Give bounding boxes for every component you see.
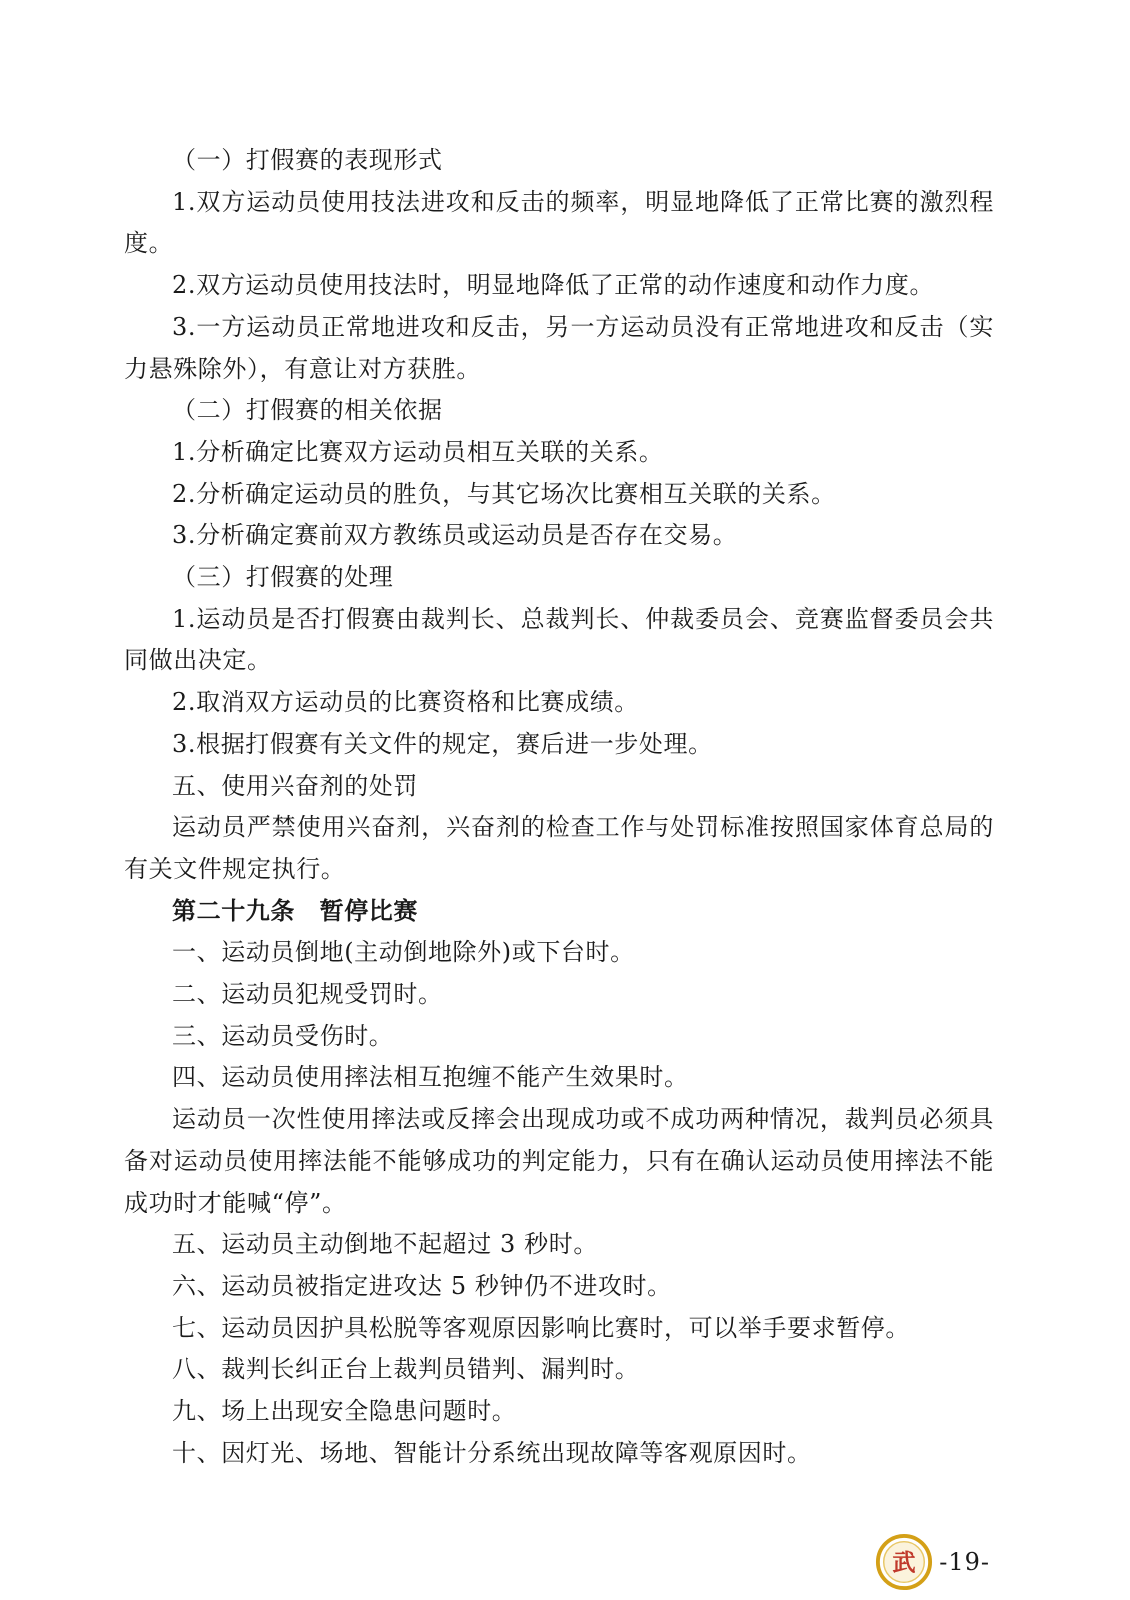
- paragraph: 五、运动员主动倒地不起超过 3 秒时。: [172, 1230, 598, 1259]
- paragraph: （二）打假赛的相关依据: [172, 396, 443, 425]
- paragraph: 三、运动员受伤时。: [172, 1021, 394, 1050]
- paragraph: 一、运动员倒地(主动倒地除外)或下台时。: [172, 938, 635, 967]
- paragraph: 运动员一次性使用摔法或反摔会出现成功或不成功两种情况，裁判员必须具备对运动员使用摔法能不能够成功的判定能力，只有在确认运动员使用摔法不能成功时才能喊“停”。: [124, 1105, 994, 1217]
- paragraph: 四、运动员使用摔法相互抱缠不能产生效果时。: [172, 1063, 689, 1092]
- document-body: [124, 140, 994, 1475]
- paragraph: （三）打假赛的处理: [172, 563, 394, 592]
- paragraph: 1.分析确定比赛双方运动员相互关联的关系。: [172, 437, 664, 466]
- paragraph: 2.双方运动员使用技法时，明显地降低了正常的动作速度和动作力度。: [172, 271, 935, 300]
- article-heading: 第二十九条 暂停比赛: [172, 896, 418, 925]
- paragraph: 七、运动员因护具松脱等客观原因影响比赛时，可以举手要求暂停。: [172, 1313, 910, 1342]
- paragraph: 1.双方运动员使用技法进攻和反击的频率，明显地降低了正常比赛的激烈程度。: [124, 187, 994, 258]
- paragraph: 九、场上出现安全隐患问题时。: [172, 1397, 517, 1426]
- page-footer: [875, 1534, 990, 1590]
- logo-glyph: 武: [892, 1549, 916, 1577]
- paragraph: 五、使用兴奋剂的处罚: [172, 771, 418, 800]
- paragraph: 运动员严禁使用兴奋剂，兴奋剂的检查工作与处罚标准按照国家体育总局的有关文件规定执行。: [124, 813, 994, 883]
- paragraph: 3.一方运动员正常地进攻和反击，另一方运动员没有正常地进攻和反击（实力悬殊除外），有意让对方获胜。: [124, 312, 994, 383]
- paragraph: 八、裁判长纠正台上裁判员错判、漏判时。: [172, 1355, 640, 1384]
- paragraph: 六、运动员被指定进攻达 5 秒钟仍不进攻时。: [172, 1271, 672, 1300]
- paragraph: （一）打假赛的表现形式: [172, 146, 443, 174]
- paragraph: 二、运动员犯规受罚时。: [172, 980, 443, 1009]
- wushu-emblem-icon: [875, 1533, 933, 1591]
- paragraph: 十、因灯光、场地、智能计分系统出现故障等客观原因时。: [172, 1438, 812, 1467]
- page-number: -19-: [939, 1548, 990, 1576]
- paragraph: 3.根据打假赛有关文件的规定，赛后进一步处理。: [172, 729, 713, 758]
- paragraph: 2.分析确定运动员的胜负，与其它场次比赛相互关联的关系。: [172, 479, 836, 508]
- paragraph: 3.分析确定赛前双方教练员或运动员是否存在交易。: [172, 521, 738, 550]
- paragraph: 1.运动员是否打假赛由裁判长、总裁判长、仲裁委员会、竞赛监督委员会共同做出决定。: [124, 604, 994, 675]
- paragraph: 2.取消双方运动员的比赛资格和比赛成绩。: [172, 688, 639, 717]
